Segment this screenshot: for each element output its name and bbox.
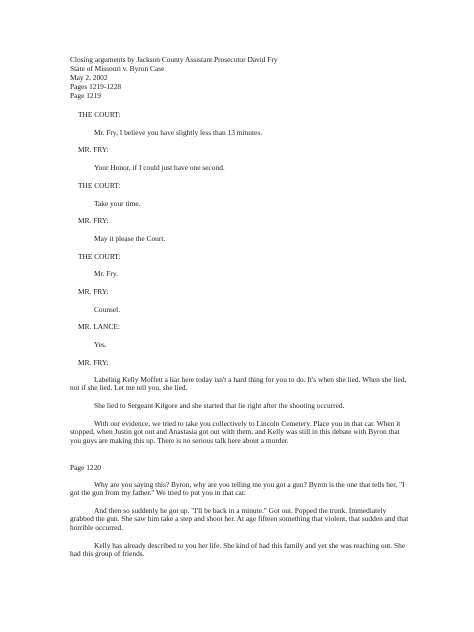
speech-text: Mr. Fry.	[94, 269, 118, 278]
speaker-label: MR. FRY:	[78, 216, 109, 225]
speaker-label: THE COURT:	[78, 181, 121, 190]
speaker-label: THE COURT:	[78, 252, 121, 261]
speech-text: Yes.	[94, 340, 107, 349]
speaker-label: MR. LANCE:	[78, 322, 120, 331]
speaker-label: MR. FRY:	[78, 287, 109, 296]
paragraph: Labeling Kelly Moffett a liar here today isn't a hard thing for you to do. It's when she lied. When she lied, not if she lied. Let me tell you, she lied.	[70, 375, 407, 393]
page-range: Pages 1219-1228	[70, 82, 122, 91]
document-date: May 2, 2002	[70, 73, 108, 82]
page-marker: Page 1219	[70, 91, 101, 100]
speech-text: Mr. Fry, I believe you have slightly less than 13 minutes.	[94, 128, 263, 137]
page-marker: Page 1220	[70, 463, 101, 472]
speech-text: Take your time.	[94, 199, 141, 208]
paragraph: With our evidence, we tried to take you collectively to Lincoln Cemetery. Place you in that car. When it stopped, when Justin got out and Anastasia got out with them, and Kelly was still in this debate with Byron that you guys are making this up. There is no serious talk here about a murder.	[70, 419, 401, 445]
speech-text: May it please the Court.	[94, 234, 166, 243]
case-name: State of Missouri v. Byron Case	[70, 64, 165, 73]
paragraph: And then so suddenly he got up. "I'll be back in a minute." Got out. Popped the trunk. Immediately grabbed the gun. She saw him take a step and shoot her. At age fifteen something that violent, that sudden and that horrible occurred.	[70, 506, 409, 532]
paragraph: She lied to Sergeant Kilgore and she started that lie right after the shooting occurred.	[94, 401, 345, 410]
paragraph: Why are you saying this? Byron, why are you telling me you got a gun? Byron is the one that tells her, "I got the gun from my father." We tried to put you in that car.	[70, 480, 405, 498]
speaker-label: MR. FRY:	[78, 358, 109, 367]
document-title: Closing arguments by Jackson County Assistant Prosecutor David Fry	[70, 55, 278, 64]
speaker-label: THE COURT:	[78, 110, 121, 119]
speech-text: Your Honor, if I could just have one second.	[94, 163, 225, 172]
speaker-label: MR. FRY:	[78, 145, 109, 154]
speech-text: Counsel.	[94, 305, 121, 314]
paragraph: Kelly has already described to you her life. She kind of had this family and yet she was reaching out. She had this group of friends.	[70, 541, 406, 559]
